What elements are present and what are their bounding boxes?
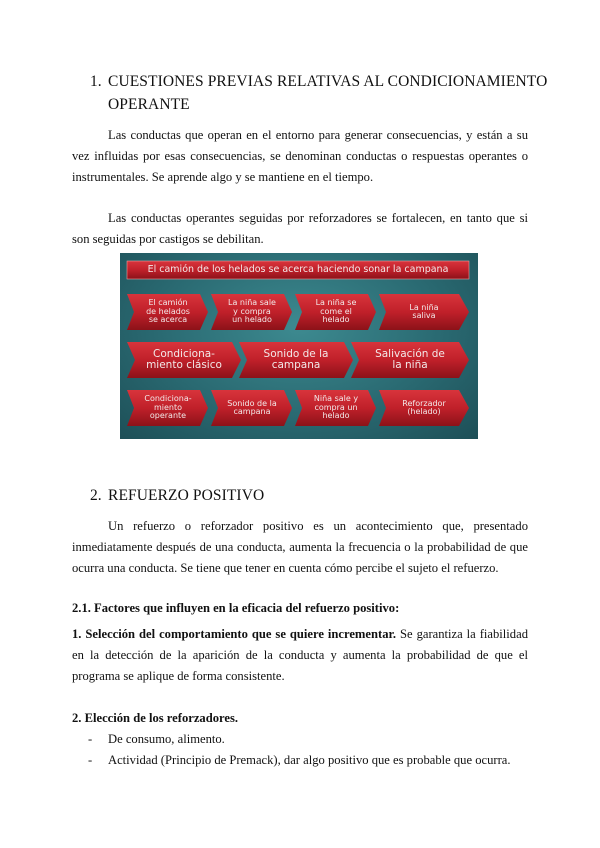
diagram-header-text: El camión de los helados se acerca haciendo sonar la campana bbox=[147, 264, 449, 276]
list-item bbox=[88, 729, 225, 750]
section2-title: REFUERZO POSITIVO bbox=[108, 487, 265, 504]
conditioning-diagram bbox=[120, 253, 478, 439]
list-item-text: De consumo, alimento. bbox=[108, 732, 225, 746]
factor1-paragraph bbox=[72, 624, 528, 687]
list-dash: - bbox=[88, 753, 93, 767]
factor1-text: Se garantiza la fiabilidad en la detección de la aparición de la conducta y aumenta la probabilidad de que el programa se aplique de forma consistente. bbox=[72, 627, 528, 683]
row2-label-3: Salivación de la niña bbox=[375, 347, 445, 371]
section1-title-line2: OPERANTE bbox=[108, 96, 190, 113]
factor2-heading: 2. Elección de los reforzadores. bbox=[72, 711, 239, 725]
section2-number: 2. bbox=[90, 487, 102, 504]
row3-label-4: Reforzador (helado) bbox=[402, 398, 446, 416]
row1-label-3: La niña se come el helado bbox=[315, 298, 357, 325]
row2-label-1: Condiciona- miento clásico bbox=[146, 347, 222, 371]
section2-subheading: 2.1. Factores que influyen en la eficacia del refuerzo positivo: bbox=[72, 601, 400, 615]
row3-label-3: Niña sale y compra un helado bbox=[313, 394, 359, 421]
row3-label-2: Sonido de la campana bbox=[227, 398, 277, 416]
row1-label-4: La niña saliva bbox=[409, 302, 439, 320]
list-item-text: Actividad (Principio de Premack), dar algo positivo que es probable que ocurra. bbox=[108, 753, 511, 767]
list-item bbox=[88, 750, 511, 771]
row2-label-2: Sonido de la campana bbox=[263, 347, 329, 371]
section2-paragraph-1: Un refuerzo o reforzador positivo es un acontecimiento que, presentado inmediatamente después de una conducta, aumenta la frecuencia o la probabilidad de que ocurra una conducta. Se tiene que tener en cuenta cómo percibe el sujeto el refuerzo. bbox=[72, 519, 528, 575]
list-dash: - bbox=[88, 732, 93, 746]
section1-paragraph-2: Las conductas operantes seguidas por reforzadores se fortalecen, en tanto que si son seguidas por castigos se debilitan. bbox=[72, 211, 528, 246]
row1-label-1: El camión de helados se acerca bbox=[146, 298, 190, 325]
section1-title-line1: CUESTIONES PREVIAS RELATIVAS AL CONDICIONAMIENTO bbox=[108, 73, 548, 90]
row1-label-2: La niña sale y compra un helado bbox=[228, 298, 276, 325]
section1-paragraph-1: Las conductas que operan en el entorno para generar consecuencias, y están a su vez influidas por esas consecuencias, se denominan conductas o respuestas operantes o instrumentales. Se aprende algo y se mantiene en el tiempo. bbox=[72, 128, 528, 184]
section1-number: 1. bbox=[90, 73, 102, 90]
row3-label-1: Condiciona- miento operante bbox=[144, 394, 192, 421]
factor1-heading: 1. Selección del comportamiento que se quiere incrementar. bbox=[72, 627, 397, 641]
